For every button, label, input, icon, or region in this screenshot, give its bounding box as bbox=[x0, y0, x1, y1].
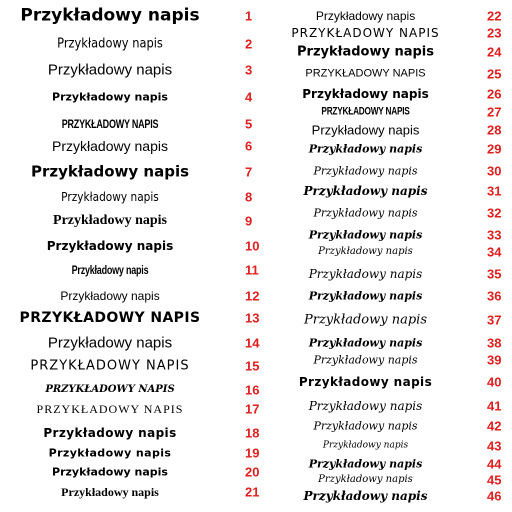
font-sample-number: 9 bbox=[245, 213, 253, 229]
font-sample-text: Przykładowy napis bbox=[308, 457, 423, 471]
font-sample-text: Przykładowy napis bbox=[47, 61, 173, 79]
font-sample-number: 6 bbox=[245, 138, 253, 154]
font-sample-text: Przykładowy napis bbox=[30, 162, 190, 181]
font-sample-text: Przykładowy napis bbox=[318, 246, 413, 257]
font-sample-number: 7 bbox=[245, 164, 253, 180]
font-sample-text: PRZYKŁADOWY NAPIS bbox=[36, 402, 184, 416]
font-sample-text: Przykładowy napis bbox=[57, 36, 163, 52]
font-sample-text: Przykładowy napis bbox=[313, 353, 418, 367]
font-sample-text: Przykładowy napis bbox=[47, 334, 173, 352]
font-sample-number: 35 bbox=[487, 266, 502, 282]
font-sample-number: 28 bbox=[487, 122, 502, 138]
font-sample-number: 31 bbox=[487, 183, 502, 199]
font-sample-number: 4 bbox=[245, 89, 253, 105]
font-sample-text: Przykładowy napis bbox=[43, 426, 177, 440]
font-sample-text: Przykładowy napis bbox=[52, 90, 168, 104]
font-sample-number: 13 bbox=[245, 310, 260, 326]
font-sample-number: 46 bbox=[487, 488, 502, 504]
font-sample-number: 16 bbox=[245, 382, 260, 398]
font-sample-number: 17 bbox=[245, 401, 260, 417]
font-sample-number: 32 bbox=[487, 205, 502, 221]
font-sample-number: 21 bbox=[245, 484, 260, 500]
font-sample-text: Przykładowy napis bbox=[303, 489, 428, 503]
font-sample-text: PRZYKŁADOWY NAPIS bbox=[305, 67, 426, 80]
font-sample-number: 3 bbox=[245, 62, 253, 78]
font-sample-text: Przykładowy napis bbox=[302, 87, 429, 101]
font-sample-number: 26 bbox=[487, 86, 502, 102]
font-sample-text: Przykładowy napis bbox=[318, 474, 413, 485]
font-sample-text: Przykładowy napis bbox=[313, 206, 418, 220]
font-sample-number: 10 bbox=[245, 238, 260, 254]
font-sample-number: 20 bbox=[245, 464, 260, 480]
font-sample-number: 40 bbox=[487, 374, 502, 390]
font-sample-text: Przykładowy napis bbox=[308, 399, 423, 413]
font-sample-number: 43 bbox=[487, 438, 502, 454]
font-sample-text: Przykładowy napis bbox=[303, 184, 428, 198]
font-sample-text: Przykładowy napis bbox=[48, 446, 172, 460]
font-sample-text: Przykładowy napis bbox=[52, 138, 168, 154]
font-sample-number: 14 bbox=[245, 335, 260, 351]
font-sample-number: 37 bbox=[487, 312, 502, 328]
font-sample-text: Przykładowy napis bbox=[20, 5, 200, 26]
font-sample-number: 34 bbox=[487, 244, 502, 260]
font-sample-number: 5 bbox=[245, 116, 253, 132]
font-sample-text: PRZYKŁADOWY NAPIS bbox=[321, 105, 410, 118]
font-sample-text: Przykładowy napis bbox=[308, 267, 423, 281]
font-sample-text: Przykładowy napis bbox=[303, 312, 428, 328]
font-sample-number: 2 bbox=[245, 36, 253, 52]
font-sample-text: Przykładowy napis bbox=[53, 213, 167, 228]
font-sample-text: Przykładowy napis bbox=[298, 375, 433, 389]
font-sample-text: Przykładowy napis bbox=[61, 485, 159, 499]
font-sample-number: 30 bbox=[487, 163, 502, 179]
font-sample-number: 36 bbox=[487, 288, 502, 304]
font-sample-number: 29 bbox=[487, 141, 502, 157]
font-sample-number: 27 bbox=[487, 104, 502, 120]
font-sample-number: 23 bbox=[487, 25, 502, 41]
font-sample-number: 19 bbox=[245, 445, 260, 461]
font-sample-number: 38 bbox=[487, 335, 502, 351]
font-sample-number: 33 bbox=[487, 227, 502, 243]
font-sample-text: PRZYKŁADOWY NAPIS bbox=[45, 384, 175, 395]
font-sample-number: 15 bbox=[245, 358, 260, 374]
font-sample-text: Przykładowy napis bbox=[308, 289, 423, 303]
font-sample-text: Przykładowy napis bbox=[311, 122, 420, 138]
font-sample-number: 45 bbox=[487, 472, 502, 488]
font-sample-text: Przykładowy napis bbox=[315, 9, 416, 23]
font-sample-text: PRZYKŁADOWY NAPIS bbox=[19, 310, 201, 326]
font-sample-text: Przykładowy napis bbox=[308, 142, 423, 156]
font-sample-number: 1 bbox=[245, 8, 253, 24]
font-sample-number: 24 bbox=[487, 44, 502, 60]
font-sample-text: PRZYKŁADOWY NAPIS bbox=[61, 117, 159, 131]
font-sample-text: Przykładowy napis bbox=[52, 465, 168, 479]
font-sample-text: Przykładowy napis bbox=[46, 239, 174, 253]
font-sample-number: 11 bbox=[245, 262, 259, 278]
font-sample-text: Przykładowy napis bbox=[60, 289, 160, 303]
font-sample-text: Przykładowy napis bbox=[61, 190, 159, 204]
font-sample-text: Przykładowy napis bbox=[313, 419, 418, 433]
font-sample-number: 18 bbox=[245, 425, 260, 441]
font-sample-text: Przykładowy napis bbox=[313, 164, 418, 178]
font-sample-text: PRZYKŁADOWY NAPIS bbox=[30, 358, 190, 374]
font-sample-number: 42 bbox=[487, 418, 502, 434]
font-sample-text: Przykładowy napis bbox=[308, 228, 423, 242]
font-sample-text: Przykładowy napis bbox=[308, 336, 423, 350]
font-sample-text: Przykładowy napis bbox=[297, 44, 434, 60]
font-sample-number: 12 bbox=[245, 288, 260, 304]
font-sample-text: Przykładowy napis bbox=[71, 263, 149, 277]
font-sample-text: Przykładowy napis bbox=[322, 440, 409, 451]
font-sample-number: 41 bbox=[487, 398, 502, 414]
font-sample-number: 25 bbox=[487, 66, 502, 82]
font-sample-number: 44 bbox=[487, 456, 502, 472]
font-sample-number: 39 bbox=[487, 352, 502, 368]
font-sample-number: 8 bbox=[245, 189, 253, 205]
font-sample-number: 22 bbox=[487, 8, 502, 24]
font-sample-text: PRZYKŁADOWY NAPIS bbox=[291, 26, 440, 40]
